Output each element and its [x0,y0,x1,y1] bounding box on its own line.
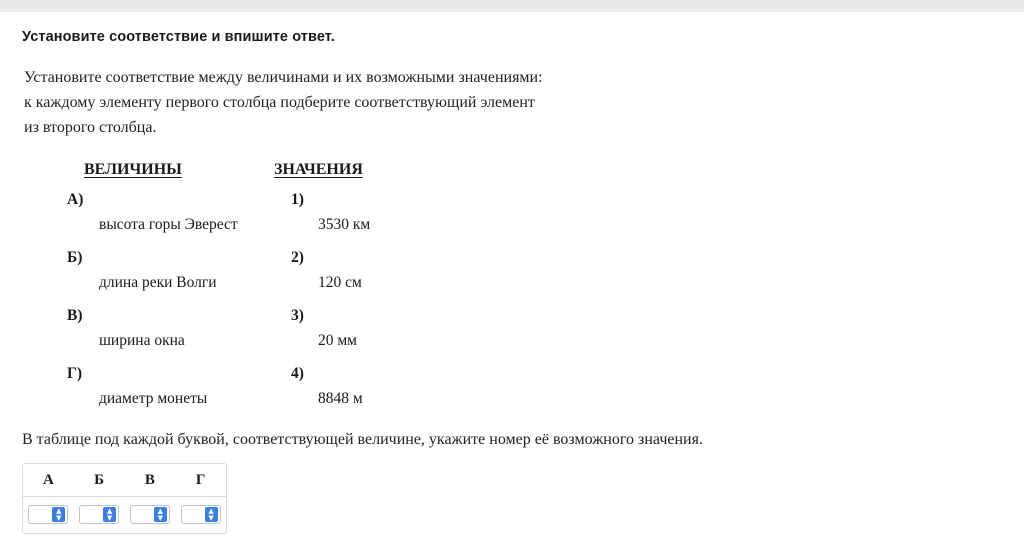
matching-row [22,249,1024,307]
stepper-down-icon[interactable]: ▼ [157,514,164,522]
row-value: 20 мм [318,332,357,349]
matching-row [22,307,1024,365]
answer-cell-b [74,505,125,524]
top-bar [0,0,1024,12]
matching-pairs [22,191,1024,423]
intro-line-1: Установите соответствие между величинами и их возможными значениями: [24,69,543,86]
answer-stepper-v[interactable] [130,505,170,524]
answer-stepper-a[interactable] [28,505,68,524]
matching-row [22,365,1024,423]
page-title: Установите соответствие и впишите ответ. [22,29,335,45]
answer-table-row [23,497,226,533]
answer-table-header [23,464,226,497]
stepper-up-icon[interactable]: ▲ [208,507,214,515]
row-number: 1) [291,191,304,208]
answer-instruction: В таблице под каждой буквой, соответствующей величине, укажите номер её возможного значения. [22,431,703,448]
answer-cell-g [175,505,226,524]
intro-line-3: из второго столбца. [24,119,157,136]
task-page [0,29,1024,534]
task-intro [24,65,1024,140]
row-number: 3) [291,307,304,324]
row-quantity: длина реки Волги [99,274,217,291]
answer-header-g: Г [195,472,206,488]
answer-cell-v [125,505,176,524]
column-header-quantities: ВЕЛИЧИНЫ [84,161,182,178]
stepper-arrows-icon[interactable] [52,507,65,522]
stepper-up-icon[interactable]: ▲ [56,507,62,515]
stepper-down-icon[interactable]: ▼ [208,514,214,522]
answer-cell-a [23,505,74,524]
stepper-arrows-icon[interactable] [154,507,167,522]
matching-row [22,191,1024,249]
row-quantity: высота горы Эверест [99,216,238,233]
row-letter: А) [67,191,84,208]
row-quantity: диаметр монеты [99,390,208,407]
stepper-down-icon[interactable]: ▼ [106,514,113,522]
stepper-arrows-icon[interactable] [103,507,116,522]
row-value: 3530 км [318,216,371,233]
stepper-down-icon[interactable]: ▼ [56,514,62,522]
answer-header-a: А [42,472,54,488]
row-number: 4) [291,365,304,382]
answer-header-b: Б [94,472,105,488]
row-number: 2) [291,249,304,266]
answer-table [22,463,227,534]
row-value: 8848 м [318,390,363,407]
columns-header [22,161,1024,179]
answer-header-v: В [144,472,155,488]
row-quantity: ширина окна [99,332,185,349]
intro-line-2: к каждому элементу первого столбца подберите соответствующий элемент [24,94,535,111]
column-header-values: ЗНАЧЕНИЯ [274,161,363,178]
stepper-arrows-icon[interactable] [205,507,218,522]
answer-stepper-g[interactable] [181,505,221,524]
row-letter: В) [67,307,83,324]
stepper-up-icon[interactable]: ▲ [106,507,113,515]
row-value: 120 см [318,274,362,291]
row-letter: Г) [67,365,83,382]
row-letter: Б) [67,249,83,266]
stepper-up-icon[interactable]: ▲ [157,507,164,515]
answer-stepper-b[interactable] [79,505,119,524]
